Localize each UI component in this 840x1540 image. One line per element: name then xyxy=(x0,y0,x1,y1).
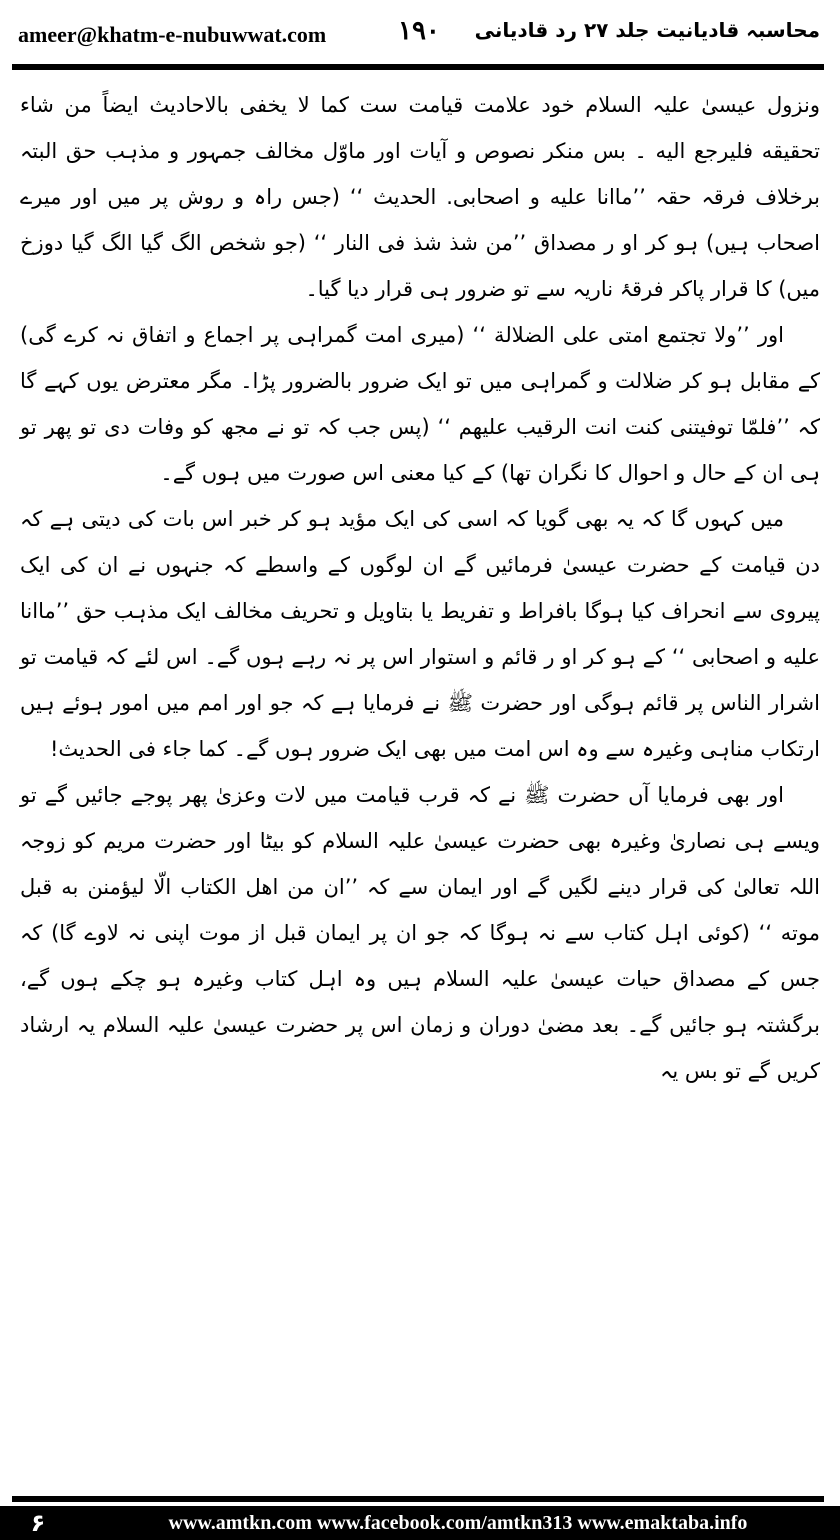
header-email: ameer@khatm-e-nubuwwat.com xyxy=(18,22,327,47)
page-body xyxy=(20,82,820,1094)
page-header xyxy=(0,0,840,58)
paragraph-1: ونزول عیسیٰ علیہ السلام خود علامت قیامت ست کما لا یخفی بالاحادیث ایضاً من شاء تحقیقه فلیرجع الیه ۔ بس منکر نصوص و آیات اور ماوّل مخالف جمہور و مذہب حق البتہ برخلاف فرقہ حقہ ’’ماانا علیه و اصحابی. الحدیث ‘‘ (جس راہ و روش پر میں اور میرے اصحاب ہیں) ہو کر او ر مصداق ’’من شذ شذ فی النار ‘‘ (جو شخص الگ گیا الگ گیا دوزخ میں) کا قرار پاکر فرقۂ ناریہ سے تو ضرور ہی قرار دیا گیا۔ xyxy=(20,93,820,301)
paragraph-4: اور بھی فرمایا آں حضرت ﷺ نے کہ قرب قیامت میں لات وعزیٰ پھر پوجے جائیں گے تو ویسے ہی نصاریٰ وغیرہ بھی حضرت عیسیٰ علیہ السلام کو بیٹا اور حضرت مریم کو زوجہ اللہ تعالیٰ کی قرار دینے لگیں گے اور ایمان سے کہ ’’ان من اهل الکتاب الّا لیؤمنن به قبل موته ‘‘ (کوئی اہل کتاب سے نہ ہوگا کہ جو ان پر ایمان قبل از موت اپنی نہ لاوے گا) کہ جس کے مصداق حیات عیسیٰ علیہ السلام ہیں وہ اہل کتاب وغیرہ ہو چکے ہوں گے، برگشتہ ہو جائیں گے۔ بعد مضیٰ دوران و زمان اس پر حضرت عیسیٰ علیہ السلام یہ ارشاد کریں گے تو بس یہ xyxy=(20,783,820,1083)
header-divider xyxy=(12,64,824,70)
paragraph-3: میں کہوں گا کہ یہ بھی گویا کہ اسی کی ایک مؤید ہو کر خبر اس بات کی دیتی ہے کہ دن قیامت کے حضرت عیسیٰ فرمائیں گے ان لوگوں کے واسطے کہ جنہوں نے ان کی ایک پیروی سے انحراف کیا ہوگا بافراط و تفریط یا بتاویل و تحریف مخالف ایک مذہب حق ’’ماانا علیه و اصحابی ‘‘ کے ہو کر او ر قائم و استوار اس پر نہ رہے ہوں گے۔ اس لئے کہ قیامت تو اشرار الناس پر قائم ہوگی اور حضرت ﷺ نے فرمایا ہے کہ جو اور امم میں امور ہوئے ہیں ارتکاب مناہی وغیرہ سے وہ اس امت میں بھی ایک ضرور ہوں گے۔ کما جاء فی الحدیث! xyxy=(20,507,820,761)
footer-links: www.amtkn.com www.facebook.com/amtkn313 www.emaktaba.info xyxy=(76,1506,840,1540)
paragraph-2: اور ’’ولا تجتمع امتی علی الضلالة ‘‘ (میری امت گمراہی پر اجماع و اتفاق نہ کرے گی) کے مقابل ہو کر ضلالت و گمراہی میں تو ایک ضرور بالضرور پڑا۔ مگر معترض یوں کہے گا کہ ’’فلمّا توفیتنی کنت انت الرقیب علیهم ‘‘ (پس جب کہ تو نے مجھ کو وفات دی تو پھر تو ہی ان کے حال و احوال کا نگران تھا) کے کیا معنی اس صورت میں ہوں گے۔ xyxy=(20,323,820,485)
book-title: محاسبہ قادیانیت جلد ۲۷ رد قادیانی xyxy=(474,18,820,42)
page-footer xyxy=(0,1480,840,1540)
footer-page-marker: ۶ xyxy=(0,1506,76,1540)
footer-divider xyxy=(12,1496,824,1502)
page-number: ۱۹۰ xyxy=(398,16,440,46)
